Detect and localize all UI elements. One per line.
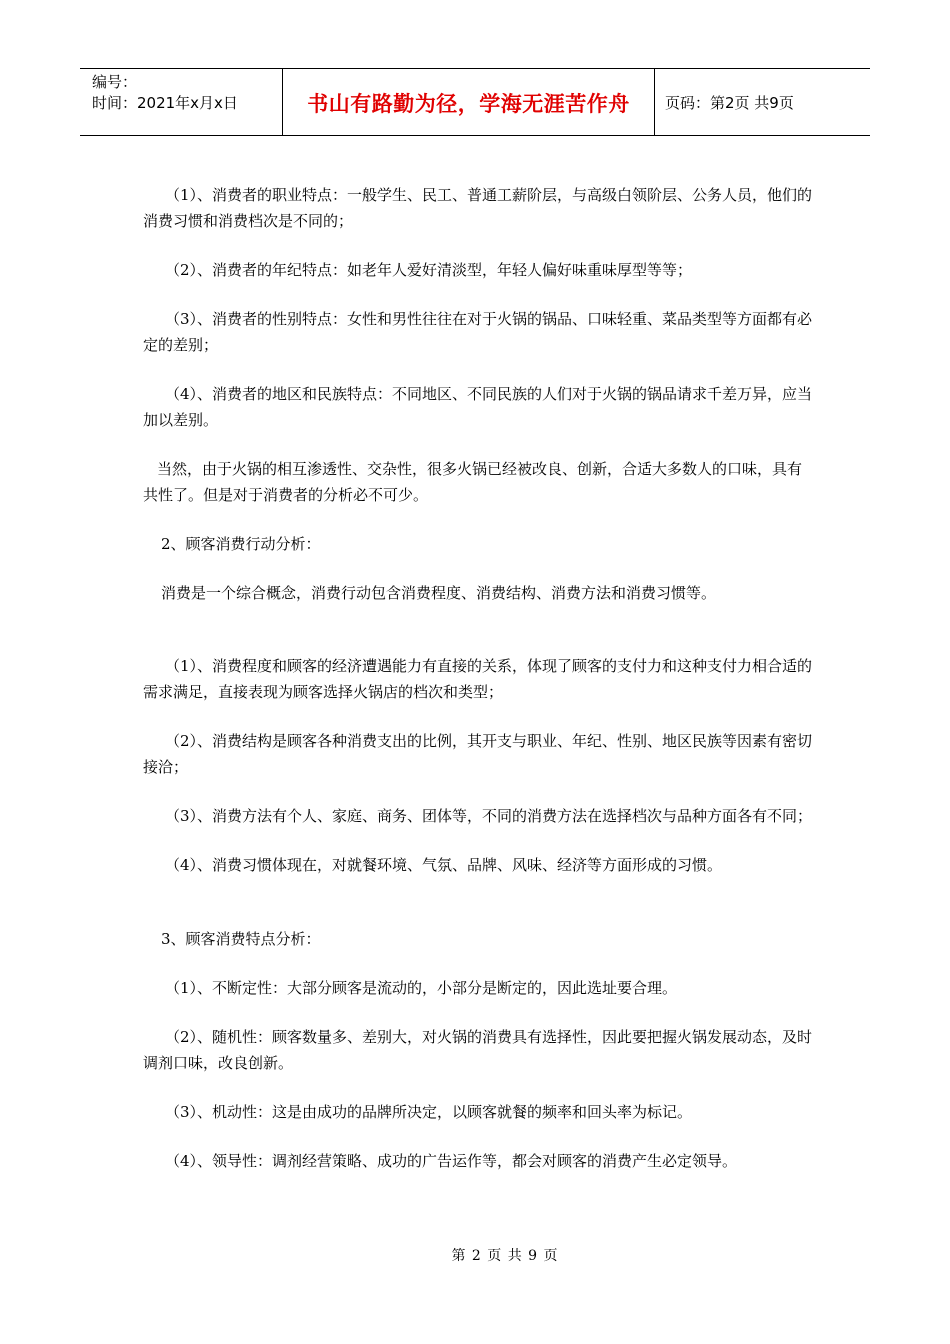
header-right-cell [655, 69, 870, 135]
paragraph: （2）、消费结构是顾客各种消费支出的比例，其开支与职业、年纪、性别、地区民族等因素有密切接洽； [143, 732, 813, 776]
page-footer [0, 1245, 950, 1265]
paragraph: （3）、机动性：这是由成功的品牌所决定，以顾客就餐的频率和回头率为标记。 [165, 1103, 693, 1121]
paragraph: （1）、消费者的职业特点：一般学生、民工、普通工薪阶层，与高级白领阶层、公务人员，他们的消费习惯和消费档次是不同的； [143, 186, 813, 230]
paragraph: （2）、随机性：顾客数量多、差别大，对火锅的消费具有选择性，因此要把握火锅发展动态，及时调剂口味，改良创新。 [143, 1028, 813, 1072]
paragraph: （4）、消费习惯体现在，对就餐环境、气氛、品牌、风味、经济等方面形成的习惯。 [165, 856, 723, 874]
paragraph: （3）、消费方法有个人、家庭、商务、团体等，不同的消费方法在选择档次与品种方面各有不同； [165, 807, 813, 825]
serial-number-label: 编号： [92, 73, 138, 91]
paragraph: 消费是一个综合概念，消费行动包含消费程度、消费结构、消费方法和消费习惯等。 [161, 584, 717, 602]
page-header [80, 68, 870, 136]
header-page-number: 页码：第2页 共9页 [665, 93, 794, 112]
header-left-cell [80, 69, 282, 135]
paragraph: 当然，由于火锅的相互渗透性、交杂性，很多火锅已经被改良、创新，合适大多数人的口味，具有共性了。但是对于消费者的分析必不可少。 [143, 460, 803, 504]
date-label: 时间：2021年x月x日 [92, 94, 238, 112]
paragraph: （1）、消费程度和顾客的经济遭遇能力有直接的关系，体现了顾客的支付力和这种支付力相合适的需求满足，直接表现为顾客选择火锅店的档次和类型； [143, 657, 813, 701]
paragraph: （2）、消费者的年纪特点：如老年人爱好清淡型，年轻人偏好味重味厚型等等； [165, 261, 693, 279]
paragraph: （4）、领导性：调剂经营策略、成功的广告运作等，都会对顾客的消费产生必定领导。 [165, 1152, 738, 1170]
paragraph: （4）、消费者的地区和民族特点：不同地区、不同民族的人们对于火锅的锅品请求千差万异，应当加以差别。 [143, 385, 813, 429]
header-slogan: 书山有路勤为径，学海无涯苦作舟 [307, 92, 630, 116]
section-heading: 2、顾客消费行动分析： [161, 535, 321, 553]
footer-page-number: 第 2 页 共 9 页 [451, 1248, 559, 1264]
header-slogan-cell [282, 69, 655, 135]
document-body [143, 182, 813, 1174]
section-heading: 3、顾客消费特点分析： [161, 930, 321, 948]
paragraph: （3）、消费者的性别特点：女性和男性往往在对于火锅的锅品、口味轻重、菜品类型等方面都有必定的差别； [143, 310, 813, 354]
paragraph: （1）、不断定性：大部分顾客是流动的，小部分是断定的，因此选址要合理。 [165, 979, 678, 997]
